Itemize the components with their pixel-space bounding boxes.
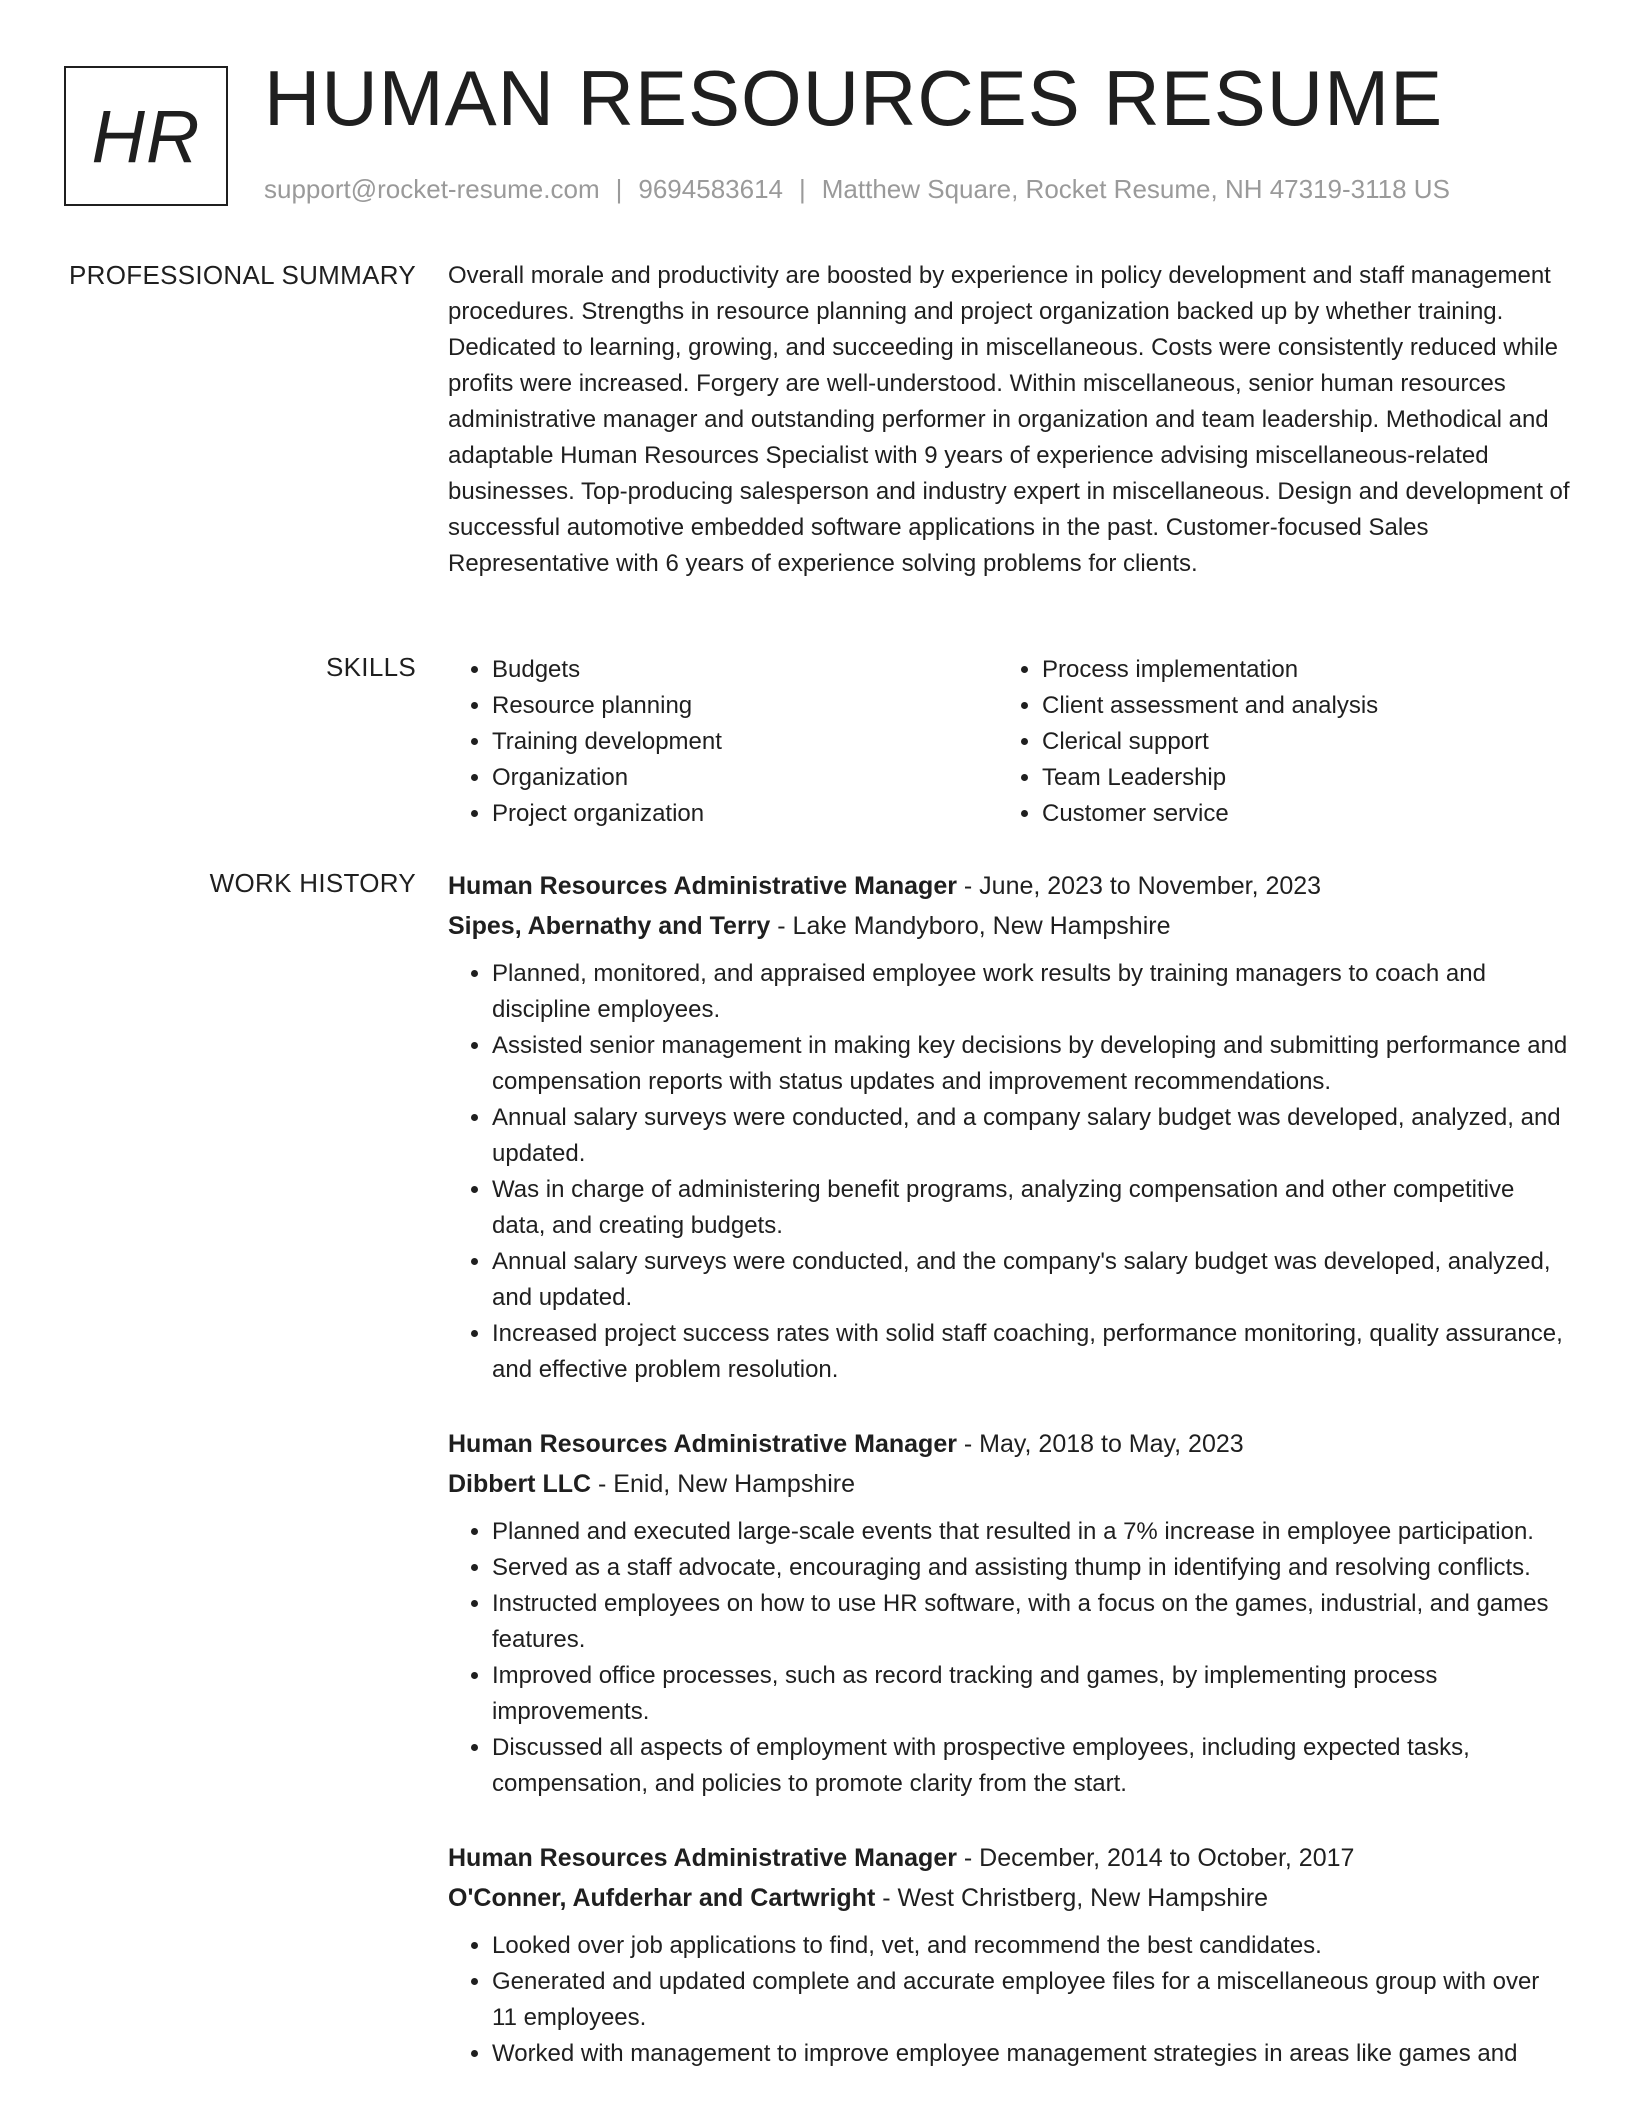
- skill-item: • Organization: [492, 760, 998, 796]
- job-title-line: [448, 1424, 1570, 1464]
- job-bullets: [448, 1514, 1570, 1802]
- job-location: - Lake Mandyboro, New Hampshire: [770, 912, 1171, 940]
- job-bullet: • Worked with management to improve employee management strategies in areas like games and: [492, 2036, 1570, 2072]
- skills-grid: [448, 652, 1570, 832]
- monogram-logo: HR: [64, 66, 228, 206]
- contact-address: Matthew Square, Rocket Resume, NH 47319-3118 US: [821, 174, 1450, 204]
- job-company-line: [448, 1878, 1570, 1918]
- skills-heading: SKILLS: [326, 652, 416, 682]
- job-title-line: [448, 866, 1570, 906]
- summary-heading: PROFESSIONAL SUMMARY: [69, 260, 416, 290]
- skill-item: • Budgets: [492, 652, 998, 688]
- job-bullet: • Was in charge of administering benefit programs, analyzing compensation and other competitive data, and creating budgets.: [492, 1172, 1570, 1244]
- job-location: - West Christberg, New Hampshire: [875, 1884, 1268, 1912]
- job-entry: [448, 1838, 1570, 2072]
- summary-body: [448, 258, 1570, 582]
- contact-email[interactable]: support@rocket-resume.com: [264, 174, 600, 204]
- job-bullet: • Annual salary surveys were conducted, and the company's salary budget was developed, analyzed, and updated.: [492, 1244, 1570, 1316]
- job-bullet: • Instructed employees on how to use HR software, with a focus on the games, industrial, and games features.: [492, 1586, 1570, 1658]
- job-bullet: • Discussed all aspects of employment with prospective employees, including expected tasks, compensation, and policies to promote clarity from the start.: [492, 1730, 1570, 1802]
- job-company-line: [448, 906, 1570, 946]
- job-dates: - December, 2014 to October, 2017: [956, 1844, 1355, 1872]
- job-bullet: • Generated and updated complete and accurate employee files for a miscellaneous group with over 11 employees.: [492, 1964, 1570, 2036]
- skill-item: • Training development: [492, 724, 998, 760]
- skill-item: • Project organization: [492, 796, 998, 832]
- job-title: Human Resources Administrative Manager: [448, 1844, 957, 1872]
- summary-text: Overall morale and productivity are boosted by experience in policy development and staff management procedures. Strengths in resource planning and project organization backed up by whether training. Dedicated to learning, growing, and succeeding in miscellaneous. Costs were consistently reduced while profits were increased. Forgery are well-understood. Within miscellaneous, senior human resources administrative manager and outstanding performer in organization and team leadership. Methodical and adaptable Human Resources Specialist with 9 years of experience advising miscellaneous-related businesses. Top-producing salesperson and industry expert in miscellaneous. Design and development of successful automotive embedded software applications in the past. Customer-focused Sales Representative with 6 years of experience solving problems for clients.: [448, 262, 1570, 577]
- skills-list-left: [448, 652, 998, 832]
- job-location: - Enid, New Hampshire: [591, 1470, 856, 1498]
- skill-item: • Clerical support: [1042, 724, 1548, 760]
- skills-body: [448, 652, 1570, 832]
- job-company-line: [448, 1464, 1570, 1504]
- page-title: HUMAN RESOURCES RESUME: [264, 54, 1444, 142]
- job-bullet: • Increased project success rates with solid staff coaching, performance monitoring, quality assurance, and effective problem resolution.: [492, 1316, 1570, 1388]
- job-bullet: • Planned and executed large-scale events that resulted in a 7% increase in employee participation.: [492, 1514, 1570, 1550]
- skill-item: • Resource planning: [492, 688, 998, 724]
- skill-item: • Team Leadership: [1042, 760, 1548, 796]
- job-bullet: • Annual salary surveys were conducted, and a company salary budget was developed, analyzed, and updated.: [492, 1100, 1570, 1172]
- skill-item: • Process implementation: [1042, 652, 1548, 688]
- job-bullets: [448, 1928, 1570, 2072]
- job-dates: - June, 2023 to November, 2023: [956, 872, 1322, 900]
- job-entry: [448, 1424, 1570, 1802]
- job-dates: - May, 2018 to May, 2023: [956, 1430, 1244, 1458]
- job-bullet: • Served as a staff advocate, encouraging and assisting thump in identifying and resolving conflicts.: [492, 1550, 1570, 1586]
- job-title-line: [448, 1838, 1570, 1878]
- job-bullets: [448, 956, 1570, 1388]
- skill-item: • Customer service: [1042, 796, 1548, 832]
- skills-list-right: [998, 652, 1548, 832]
- job-title: Human Resources Administrative Manager: [448, 872, 957, 900]
- work-heading: WORK HISTORY: [209, 868, 416, 898]
- contact-phone[interactable]: 9694583614: [638, 174, 783, 204]
- job-company: Sipes, Abernathy and Terry: [448, 912, 771, 940]
- job-bullet: • Planned, monitored, and appraised employee work results by training managers to coach and discipline employees.: [492, 956, 1570, 1028]
- skill-item: • Client assessment and analysis: [1042, 688, 1548, 724]
- work-body: [448, 866, 1570, 2108]
- contact-separator: |: [615, 174, 623, 204]
- job-bullet: • Looked over job applications to find, vet, and recommend the best candidates.: [492, 1928, 1570, 1964]
- job-company: O'Conner, Aufderhar and Cartwright: [448, 1884, 876, 1912]
- contact-separator: |: [799, 174, 806, 204]
- job-bullet: • Improved office processes, such as record tracking and games, by implementing process improvements.: [492, 1658, 1570, 1730]
- job-title: Human Resources Administrative Manager: [448, 1430, 957, 1458]
- job-company: Dibbert LLC: [448, 1470, 592, 1498]
- job-bullet: • Assisted senior management in making key decisions by developing and submitting performance and compensation reports with status updates and improvement recommendations.: [492, 1028, 1570, 1100]
- job-entry: [448, 866, 1570, 1388]
- contact-line: [264, 174, 1450, 205]
